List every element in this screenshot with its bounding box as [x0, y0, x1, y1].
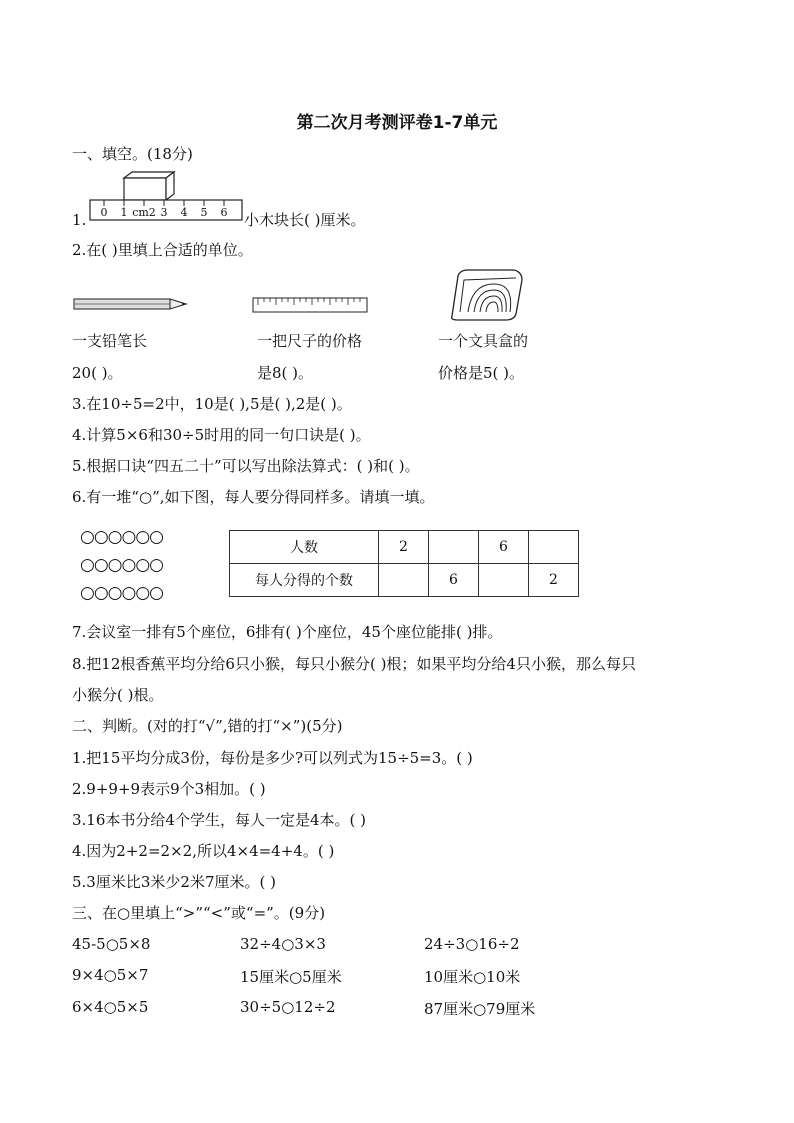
ruler-label: 6 — [220, 206, 228, 219]
ruler-caption: 一把尺子的价格 — [257, 332, 363, 350]
q5-text: 5.根据口诀“四五二十”可以写出除法算式：( )和( )。 — [72, 457, 420, 475]
pencil-box-icon — [446, 266, 526, 322]
q8-text-line1: 8.把12根香蕉平均分给6只小猴，每只小猴分( )根；如果平均分给4只小猴，那么每只 — [72, 655, 636, 673]
sharing-table — [229, 530, 579, 597]
compare-item: 30÷5○12÷2 — [240, 998, 336, 1016]
circle-row: ○○○○○○ — [80, 555, 164, 575]
judge-item: 4.因为2+2=2×2,所以4×4=4+4。( ) — [72, 842, 335, 860]
compare-item: 15厘米○5厘米 — [240, 968, 342, 986]
compare-item: 32÷4○3×3 — [240, 935, 326, 953]
pencil-icon — [72, 296, 190, 312]
q7-text: 7.会议室一排有5个座位，6排有( )个座位，45个座位能排( )排。 — [72, 623, 503, 641]
section3-heading: 三、在○里填上“>”“<”或“=”。(9分) — [72, 904, 326, 922]
compare-item: 6×4○5×5 — [72, 998, 149, 1016]
judge-item: 2.9+9+9表示9个3相加。( ) — [72, 780, 266, 798]
wood-block-icon — [124, 172, 174, 200]
compare-item: 10厘米○10米 — [424, 968, 521, 986]
ruler-icon — [252, 296, 370, 314]
section1-heading: 一、填空。(18分) — [72, 145, 193, 163]
ruler-label: cm2 — [132, 206, 156, 219]
table-header-people: 人数 — [230, 531, 379, 564]
compare-item: 45-5○5×8 — [72, 935, 151, 953]
ruler-label: 1 — [120, 206, 128, 219]
pencil-caption-answer: 20( )。 — [72, 364, 123, 382]
q3-text: 3.在10÷5=2中，10是( ),5是( ),2是( )。 — [72, 395, 352, 413]
table-cell: 6 — [479, 531, 529, 564]
table-cell: 2 — [529, 564, 579, 597]
table-cell — [429, 531, 479, 564]
q6-text: 6.有一堆“○”,如下图，每人要分得同样多。请填一填。 — [72, 488, 435, 506]
circle-row: ○○○○○○ — [80, 527, 164, 547]
judge-item: 3.16本书分给4个学生，每人一定是4本。( ) — [72, 811, 366, 829]
table-header-per-person: 每人分得的个数 — [230, 564, 379, 597]
ruler-block-figure — [88, 170, 248, 222]
table-row — [230, 564, 579, 597]
q1-text: 小木块长( )厘米。 — [244, 211, 366, 229]
pencil-box-caption: 一个文具盒的 — [438, 332, 529, 350]
pencil-box-caption-answer: 价格是5( )。 — [438, 364, 525, 382]
table-cell — [529, 531, 579, 564]
compare-item: 87厘米○79厘米 — [424, 1000, 536, 1018]
table-cell — [379, 564, 429, 597]
judge-item: 5.3厘米比3米少2米7厘米。( ) — [72, 873, 276, 891]
table-cell: 6 — [429, 564, 479, 597]
ruler-label: 4 — [180, 206, 188, 219]
ruler-label: 0 — [100, 206, 108, 219]
ruler-label: 5 — [200, 206, 208, 219]
compare-item: 24÷3○16÷2 — [424, 935, 520, 953]
page-title: 第二次月考测评卷1-7单元 — [296, 113, 498, 133]
q8-text-line2: 小猴分( )根。 — [72, 686, 164, 704]
q4-text: 4.计算5×6和30÷5时用的同一句口诀是( )。 — [72, 426, 371, 444]
table-cell — [479, 564, 529, 597]
section2-heading: 二、判断。(对的打“√”,错的打“×”)(5分) — [72, 717, 343, 735]
compare-item: 9×4○5×7 — [72, 966, 149, 984]
table-cell: 2 — [379, 531, 429, 564]
ruler-caption-answer: 是8( )。 — [257, 364, 314, 382]
table-row — [230, 531, 579, 564]
circle-row: ○○○○○○ — [80, 583, 164, 603]
q2-text: 2.在( )里填上合适的单位。 — [72, 241, 253, 259]
ruler-label: 3 — [160, 206, 168, 219]
pencil-caption: 一支铅笔长 — [72, 332, 148, 350]
q1-number: 1. — [72, 211, 87, 229]
judge-item: 1.把15平均分成3份，每份是多少?可以列式为15÷5=3。( ) — [72, 749, 473, 767]
